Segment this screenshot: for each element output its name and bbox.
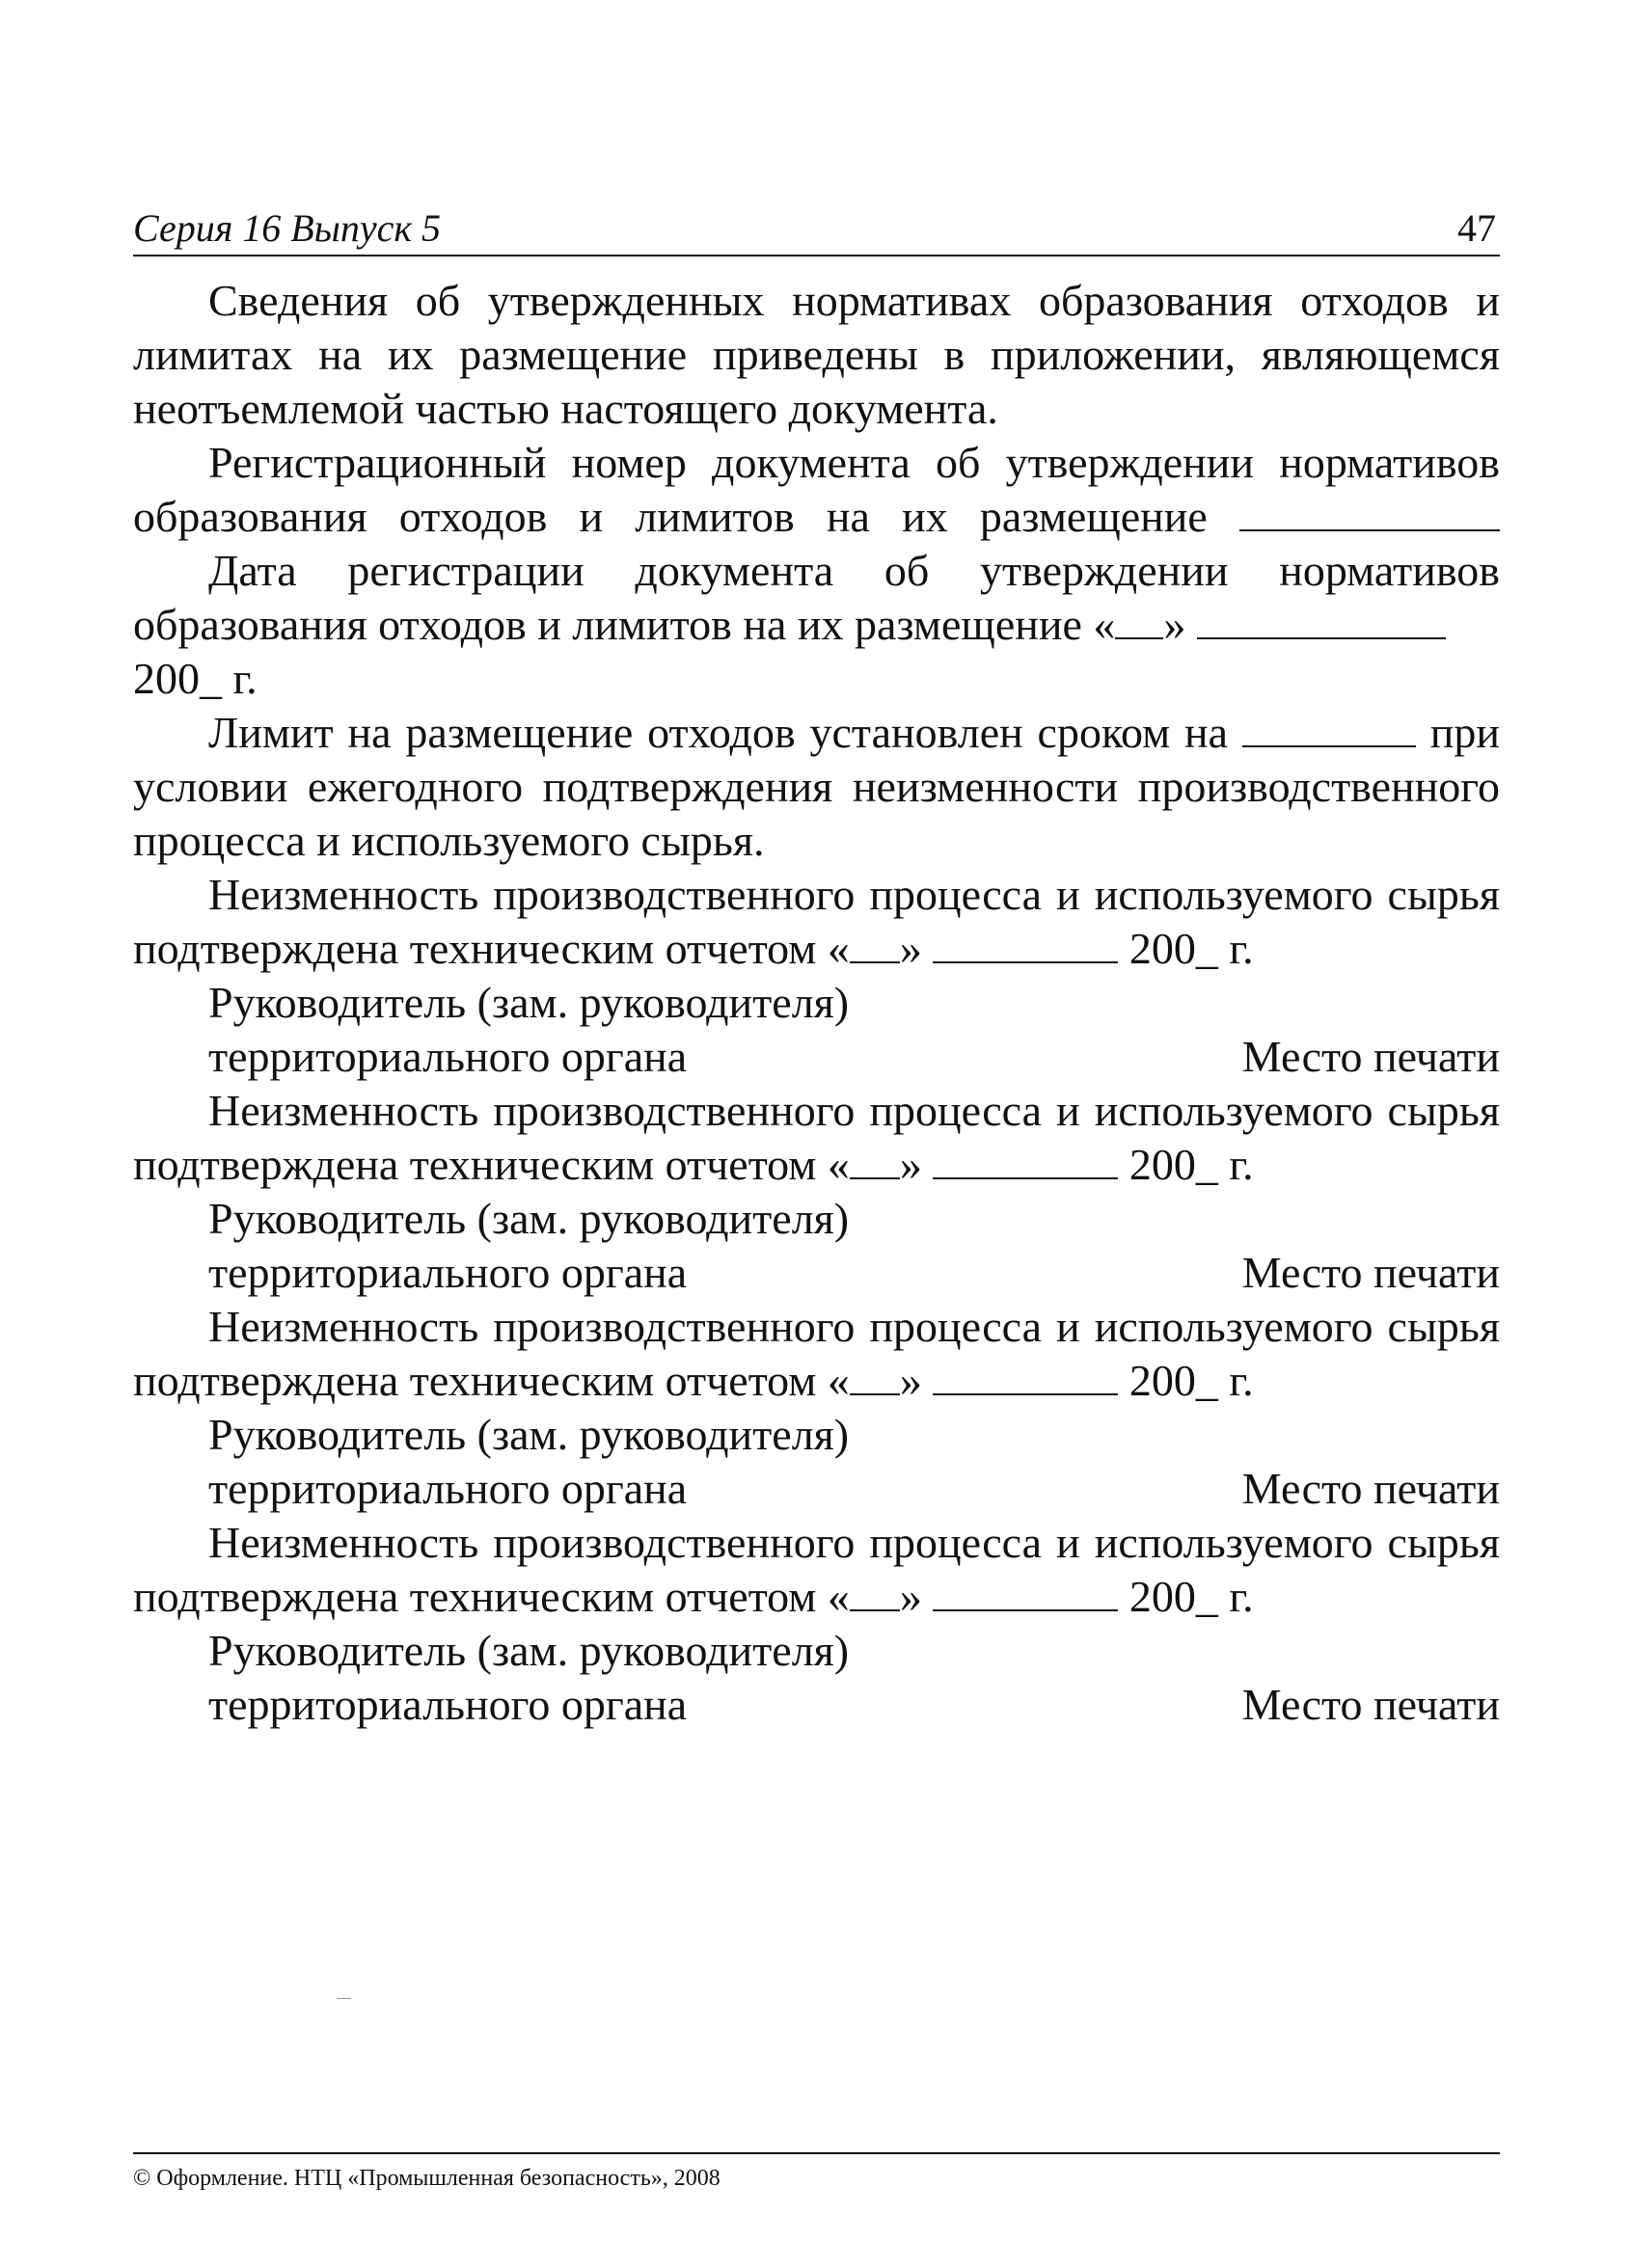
confirmation-statement: Неизменность производственного процесса и используемого сырья подтверждена техническим отчетом « <box>133 1518 1500 1621</box>
series-label: Серия 16 Выпуск 5 <box>133 206 442 250</box>
registration-number-blank <box>1239 528 1500 531</box>
paragraph-norms-info: Сведения об утвержденных нормативах образования отходов и лимитах на их размещение приведены в приложении, являющемся неотъемлемой частью настоящего документа. <box>133 276 1500 433</box>
organ-label: территориального органа <box>208 1248 688 1297</box>
confirmation-quote-close: » <box>899 1572 922 1621</box>
signature-row <box>133 1246 1500 1300</box>
registration-day-blank <box>1115 636 1163 639</box>
confirmation-block-2 <box>133 1084 1500 1300</box>
seal-place: Место печати <box>1241 1248 1500 1297</box>
paragraph-registration-date <box>133 544 1500 706</box>
confirmation-year: 200_ г. <box>1128 1356 1254 1405</box>
confirmation-day-blank <box>850 960 900 963</box>
head-title: Руководитель (зам. руководителя) <box>208 1194 850 1243</box>
confirmation-text <box>133 1084 1500 1192</box>
confirmation-month-blank <box>933 1176 1118 1179</box>
confirmation-statement: Неизменность производственного процесса и используемого сырья подтверждена техническим отчетом « <box>133 1302 1500 1405</box>
confirmation-block-1 <box>133 868 1500 1084</box>
paragraph-limit-term <box>133 706 1500 868</box>
organ-label: территориального органа <box>208 1680 688 1729</box>
footer-copyright: © Оформление. НТЦ «Промышленная безопасность», 2008 <box>133 2166 720 2191</box>
page-header <box>133 202 1500 256</box>
registration-date-text: Дата регистрации документа об утверждении нормативов образования отходов и лимитов на их размещение « <box>133 546 1500 649</box>
limit-term-text: Лимит на размещение отходов установлен сроком на <box>208 708 1229 757</box>
registration-number-text: Регистрационный номер документа об утверждении нормативов образования отходов и лимитов на их размещение <box>133 438 1500 541</box>
confirmation-text <box>133 1300 1500 1408</box>
page-number: 47 <box>1457 206 1496 250</box>
head-title: Руководитель (зам. руководителя) <box>208 978 850 1027</box>
confirmation-month-blank <box>933 960 1118 963</box>
confirmation-block-3 <box>133 1300 1500 1516</box>
limit-term-blank <box>1242 744 1416 747</box>
confirmation-month-blank <box>933 1608 1118 1611</box>
organ-label: территориального органа <box>208 1464 688 1513</box>
confirmation-year: 200_ г. <box>1128 924 1254 973</box>
limit-term-condition: при условии ежегодного подтверждения неизменности производственного процесса и используемого сырья. <box>133 708 1501 865</box>
organ-label: территориального органа <box>208 1032 688 1081</box>
signature-row <box>133 1678 1500 1732</box>
signature-row <box>133 1030 1500 1084</box>
scan-artifact-mark <box>338 1998 351 1999</box>
paragraph-registration-number <box>133 436 1500 544</box>
seal-place: Место печати <box>1241 1680 1500 1729</box>
registration-date-quote-close: » <box>1163 600 1186 649</box>
confirmation-day-blank <box>850 1176 900 1179</box>
registration-month-blank <box>1197 636 1446 639</box>
confirmation-text <box>133 1516 1500 1624</box>
confirmation-statement: Неизменность производственного процесса и используемого сырья подтверждена техническим отчетом « <box>133 870 1500 973</box>
confirmation-year: 200_ г. <box>1128 1572 1254 1621</box>
signature-row <box>133 1462 1500 1516</box>
head-title: Руководитель (зам. руководителя) <box>208 1626 850 1675</box>
seal-place: Место печати <box>1241 1464 1500 1513</box>
head-title: Руководитель (зам. руководителя) <box>208 1410 850 1459</box>
confirmation-block-4 <box>133 1516 1500 1732</box>
confirmation-day-blank <box>850 1608 900 1611</box>
footer-rule <box>133 2152 1500 2154</box>
confirmation-statement: Неизменность производственного процесса и используемого сырья подтверждена техническим отчетом « <box>133 1086 1500 1189</box>
registration-year: 200_ г. <box>133 654 258 703</box>
document-body <box>133 274 1500 1732</box>
confirmation-quote-close: » <box>899 1140 922 1189</box>
confirmation-quote-close: » <box>899 924 922 973</box>
seal-place: Место печати <box>1241 1032 1500 1081</box>
confirmation-text <box>133 868 1500 976</box>
confirmation-quote-close: » <box>899 1356 922 1405</box>
confirmation-day-blank <box>850 1392 900 1395</box>
confirmation-month-blank <box>933 1392 1118 1395</box>
confirmation-year: 200_ г. <box>1128 1140 1254 1189</box>
